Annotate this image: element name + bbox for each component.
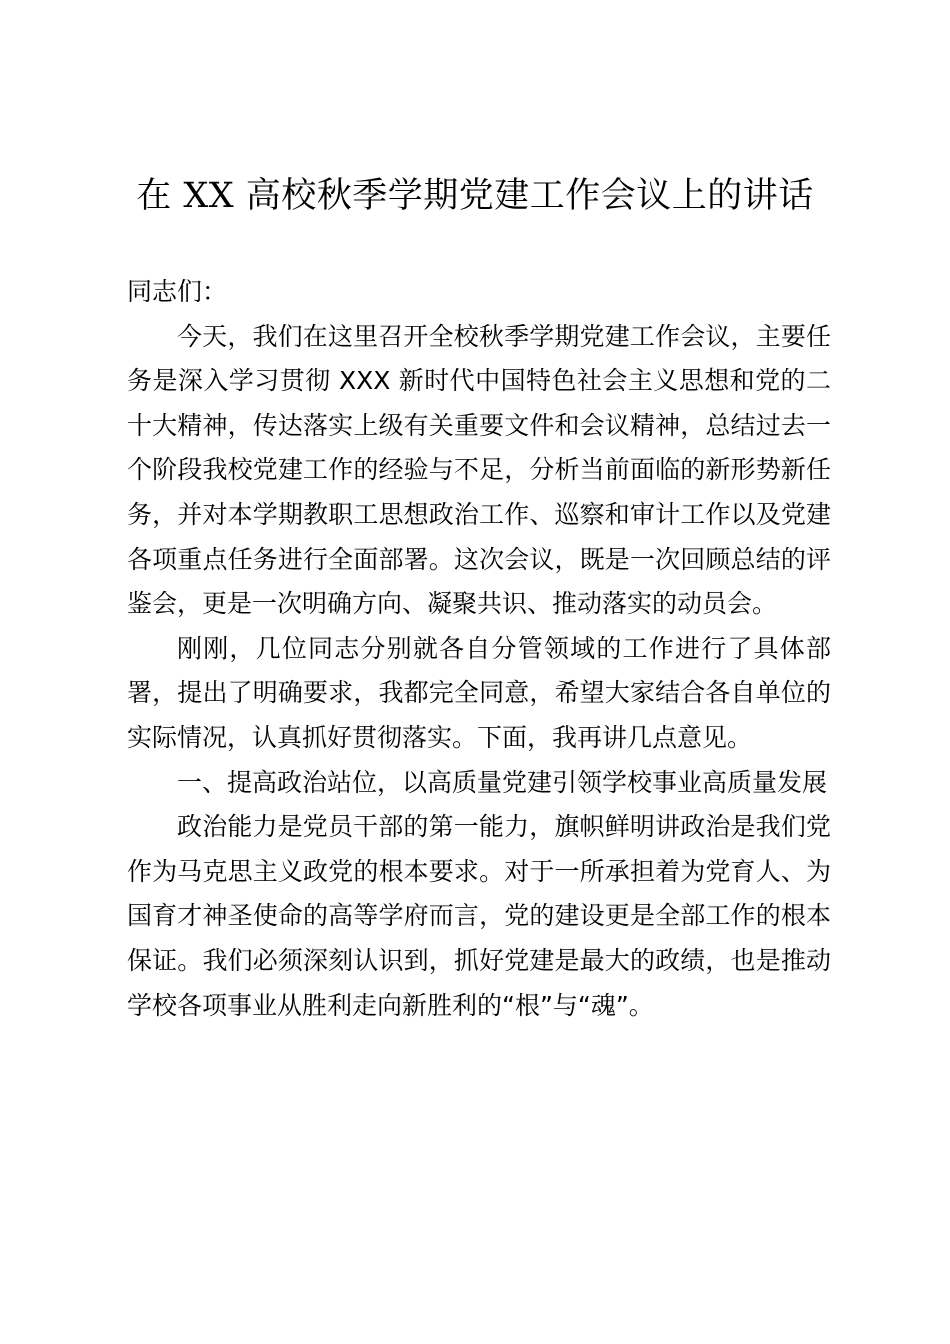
section-paragraph-1: 政治能力是党员干部的第一能力，旗帜鲜明讲政治是我们党作为马克思主义政党的根本要求。对于一所承担着为党育人、为国育才神圣使命的高等学府而言，党的建设更是全部工作的根本保证。我们必须深刻认识到，抓好党建是最大的政绩，也是推动学校各项事业从胜利走向新胜利的“根”与“魂”。 [127,812,831,1020]
body-paragraph-2: 刚刚，几位同志分别就各自分管领域的工作进行了具体部署，提出了明确要求，我都完全同意，希望大家结合各自单位的实际情况，认真抓好贯彻落实。下面，我再讲几点意见。 [127,633,831,752]
body-paragraph-1: 今天，我们在这里召开全校秋季学期党建工作会议，主要任务是深入学习贯彻 XXX 新时代中国特色社会主义思想和党的二十大精神，传达落实上级有关重要文件和会议精神，总结过去一个阶段我校党建工作的经验与不足，分析当前面临的新形势新任务，并对本学期教职工思想政治工作、巡察和审计工作以及党建各项重点任务进行全面部署。这次会议，既是一次回顾总结的评鉴会，更是一次明确方向、凝聚共识、推动落实的动员会。 [127,321,831,619]
section-heading-1: 一、提高政治站位，以高质量党建引领学校事业高质量发展 [177,767,828,797]
document-body [127,270,831,1028]
document-title: 在 XX 高校秋季学期党建工作会议上的讲话 [136,176,814,216]
salutation: 同志们： [127,277,228,306]
